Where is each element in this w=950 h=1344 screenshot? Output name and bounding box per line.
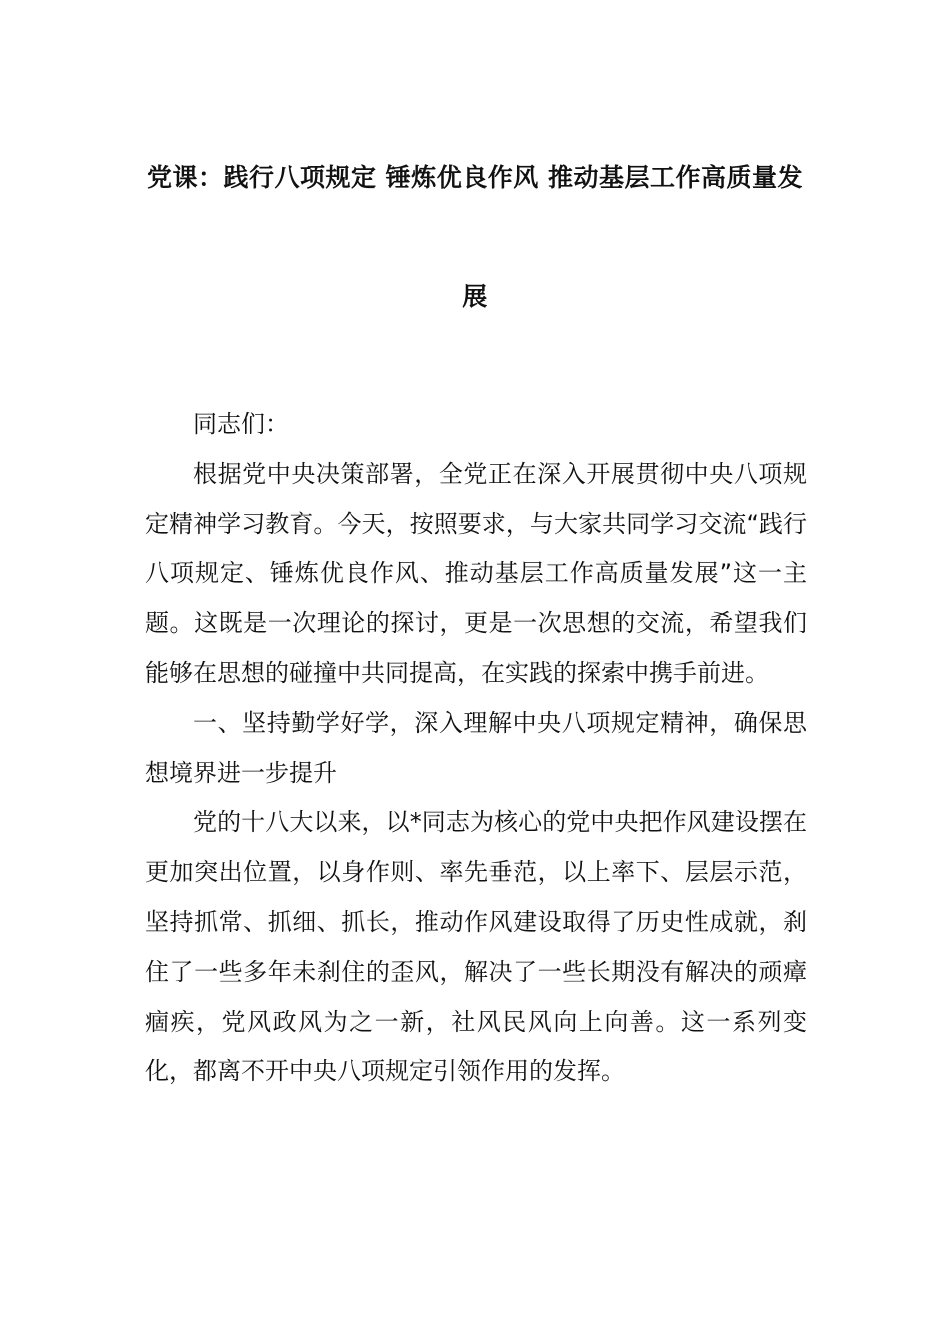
document-title-line-2: 展 — [462, 282, 488, 311]
section-heading-paragraph: 一、坚持勤学好学，深入理解中央八项规定精神，确保思想境界进一步提升 — [145, 708, 807, 787]
document-body — [145, 400, 807, 1097]
intro-paragraph: 根据党中央决策部署，全党正在深入开展贯彻中央八项规定精神学习教育。今天，按照要求，与大家共同学习交流“践行八项规定、锤炼优良作风、推动基层工作高质量发展”这一主题。这既是一次理论的探讨，更是一次思想的交流，希望我们能够在思想的碰撞中共同提高，在实践的探索中携手前进。 — [145, 459, 807, 687]
body-paragraph: 党的十八大以来，以*同志为核心的党中央把作风建设摆在更加突出位置，以身作则、率先垂范，以上率下、层层示范，坚持抓常、抓细、抓长，推动作风建设取得了历史性成就，刹住了一些多年未刹住的歪风，解决了一些长期没有解决的顽瘴痼疾，党风政风为之一新，社风民风向上向善。这一系列变化，都离不开中央八项规定引领作用的发挥。 — [145, 808, 807, 1086]
salutation-paragraph: 同志们： — [193, 410, 289, 438]
document-title-line-1: 党课：践行八项规定 锤炼优良作风 推动基层工作高质量发 — [147, 163, 803, 192]
